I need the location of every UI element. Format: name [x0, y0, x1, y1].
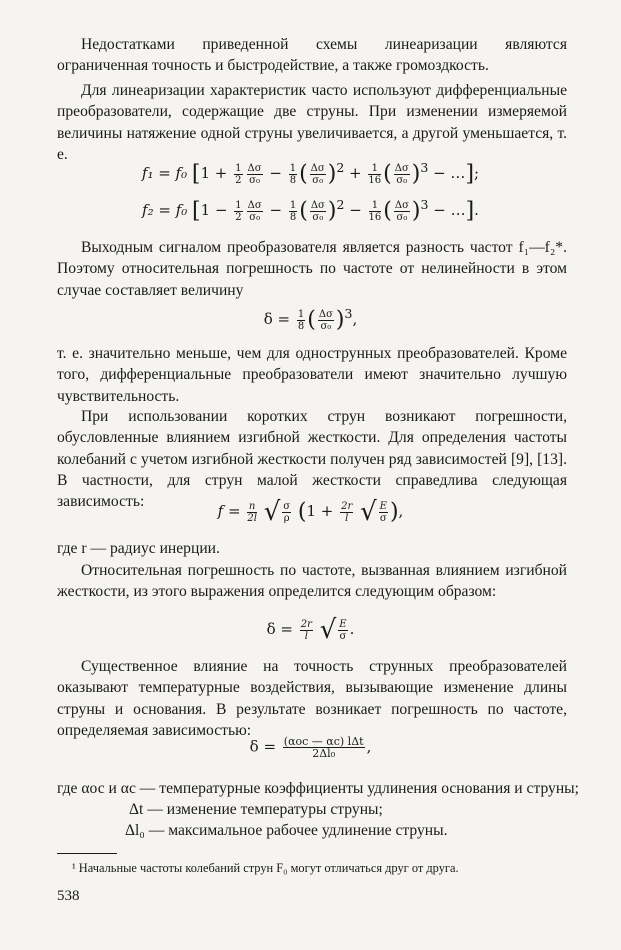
formula-delta-bending: δ = $\frac{2r}{l}$ √ $\frac{E}{\sigma}$ . — [266, 615, 355, 645]
formula-f2: f₂ = f₀ [1 − $\frac{1}{2}$ $\frac{\Delta\sigma}{\text{σ₀}}$ − $\frac{1}{8}$ ( $\frac{\Delta\sigma}{\text{σ₀}}$ )$^2$ − $\frac{1}{16}$ ( $\frac{\Delta\sigma}{\text{σ₀}}$ )$^3$ − …]. — [142, 197, 479, 224]
paragraph-7: Относительная погрешность по частоте, вызванная влиянием изгибной жесткости, из этого выражения определится следующим образом: — [57, 562, 567, 601]
paragraph-1: Недостатками приведенной схемы линеаризации являются ограниченная точность и быстродействие, а также громоздкость. — [57, 36, 567, 75]
definition-term: где αос и αс — — [57, 780, 156, 797]
formula-f1: f₁ = f₀ [1 + $\frac{1}{2}$ $\frac{\Delta\sigma}{\text{σ₀}}$ − $\frac{1}{8}$ ( $\frac{\Delta\sigma}{\text{σ₀}}$ )$^2$ + $\frac{1}{16}$ ( $\frac{\Delta\sigma}{\text{σ₀}}$ )$^3$ − …]; — [141, 160, 480, 187]
definition-text: максимальное рабочее удлинение струны. — [168, 822, 448, 839]
formula-delta3-lhs: δ = — [249, 737, 277, 756]
paragraph-5: При использовании коротких струн возникают погрешности, обусловленные влиянием изгибной жесткости. Для определения частоты колебаний с учетом изгибной жесткости получен ряд зависимостей [9], [13]. В частности, для струн малой жесткости справедлива следующая зависимость: — [57, 408, 567, 511]
formula-delta-lhs: δ = — [263, 310, 291, 328]
page-number: 538 — [57, 888, 80, 904]
paragraph-4: т. е. значительно меньше, чем для однострунных преобразователей. Кроме того, дифференциальные преобразователи имеют значительно лучшую чувствительность. — [57, 345, 567, 405]
definition-text: температурные коэффициенты удлинения основания и струны; — [159, 780, 579, 797]
formula-delta-temperature: δ = $\frac{\text{(αос — αс) lΔt}}{\text{2Δl₀}}$ , — [249, 735, 372, 760]
formula-f1-lhs: f₁ = f₀ — [141, 164, 188, 182]
footnote: ¹ Начальные частоты колебаний струн F₀ могут отличаться друг от друга. — [72, 861, 459, 875]
paragraph-8: Существенное влияние на точность струнных преобразователей оказывают температурные воздействия, вызывающие изменение длины струны и основания. В результате возникает погрешность по частоте, определяемая зависимостью: — [57, 658, 567, 739]
formula-frequency: f = $\frac{n}{2l}$ √ $\frac{\sigma}{\rho}$ (1 + $\frac{2r}{l}$ √ $\frac{E}{\sigma}$ ), — [217, 497, 404, 527]
definition-term: Δl₀ — — [125, 822, 165, 839]
definition-item — [57, 799, 567, 820]
definition-item — [57, 820, 567, 841]
definition-text: изменение температуры струны; — [166, 801, 383, 818]
formula-delta3-numerator: (αос — αс) lΔt — [283, 735, 364, 748]
formula-delta-nonlinearity: δ = $\frac{1}{8}$ ( $\frac{\Delta\sigma}{\text{σ₀}}$ )$^3$, — [263, 306, 358, 333]
paragraph-6: где r — радиус инерции. — [57, 540, 220, 557]
footnote-rule — [57, 853, 117, 854]
definition-term: Δt — — [129, 801, 163, 818]
formula-delta3-denominator: 2Δl₀ — [312, 747, 336, 760]
paragraph-3: Выходным сигналом преобразователя является разность частот f₁—f₂*. Поэтому относительная погрешность по частоте от нелинейности в этом случае составляет величину — [57, 239, 567, 299]
formula-delta2-lhs: δ = — [266, 620, 293, 638]
formula-f2-lhs: f₂ = f₀ — [142, 201, 188, 219]
formula-f-lhs: f = — [217, 502, 241, 520]
paragraph-2: Для линеаризации характеристик часто используют дифференциальные преобразователи, содержащие две струны. При изменении измеряемой величины натяжение одной струны увеличивается, а другой уменьшается, т. е. — [57, 82, 567, 163]
definition-item — [57, 778, 579, 799]
definitions-list — [57, 778, 579, 841]
